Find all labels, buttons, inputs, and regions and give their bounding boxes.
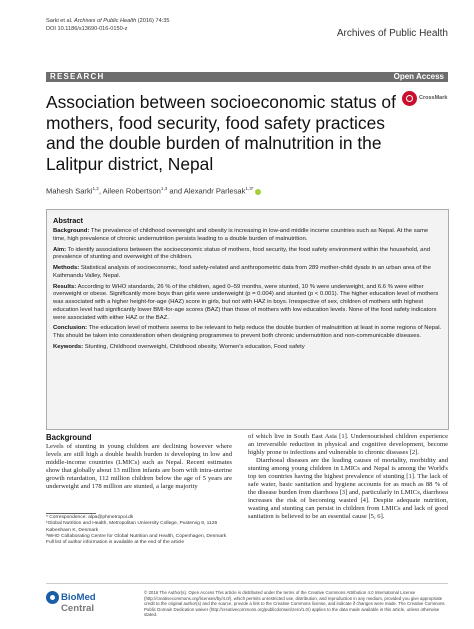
author-name: Alexandr Parlesak [183,186,246,196]
author-separator: and [167,186,184,196]
author-affiliation: 1,3 [160,186,168,191]
body-right-column [248,433,448,521]
citation-line [46,18,169,26]
crossmark-label: CrossMark [419,95,448,101]
affiliation-note: ¹Global Nutrition and Health, Metropolitan University College, Pustervig 8, 1126 København K, Denmark [46,521,218,533]
abstract-heading: Abstract [53,216,83,225]
orcid-icon[interactable] [255,189,261,195]
correspondence-note[interactable]: * Correspondence: alpa@phmetropol.dk [46,515,134,520]
footer-divider [46,583,448,584]
author-name: Mahesh Sarki [46,186,93,196]
running-header [46,18,169,33]
abstract-label: Methods: [53,265,80,272]
abstract-aim [53,247,442,262]
citation-year-volume: (2016) 74:35 [137,18,170,24]
body-left-column [46,433,232,491]
abstract-label: Keywords: [53,344,84,351]
abstract-keywords [53,344,442,352]
publisher-logo[interactable] [46,589,128,614]
abstract-results [53,284,442,323]
abstract-text: According to WHO standards, 26 % of the children, aged 0–59 months, were stunted, 10 % were underweight, and 6.6 % were either overweight or obese. Significantly more boys than girls were underweight (p = 0.004) and stunted (p < 0.001). The higher education level of mothers was associated with a higher height-for-age (HAZ) score in girls, but not with HAZ in boys. Irrespective of sex, children of mothers with highest education level had significantly lower BMI-for-age scores (BAZ) than those of mothers with low education levels. None of the food safety indicators were associated with either HAZ or the BAZ. [53,283,439,321]
open-access-label: Open Access [393,72,444,81]
biomed-central-icon [46,591,59,604]
publisher-name-b: Central [61,603,95,614]
article-type-banner [46,72,448,82]
citation-authors: Sarki et al. [46,18,73,24]
author-name: Aileen Robertson [102,186,161,196]
abstract-text: Stunting, Childhood overweight, Childhood obesity, Women's education, Food safety [84,344,305,351]
abstract-text: The prevalence of childhood overweight and obesity is increasing in low-and middle income countries such as Nepal. At the same time, high prevalence of chronic undernutrition persists leading to a double burden of malnutrition. [53,228,429,242]
author-info-note: Full list of author information is available at the end of the article [46,540,185,546]
author-list [46,186,261,196]
footnote-separator [46,513,96,514]
abstract-text: Statistical analysis of socioeconomic, food safety-related and anthropometric data from 289 mother-child dyads in an urban area of the Kathmandu Valley, Nepal. [53,265,431,279]
abstract-text: To identify associations between the socioeconomic status of mothers, food security, the food safety environment within the household, and prevalence of stunting and overweight of the children. [53,246,430,261]
body-paragraph: of which live in South East Asia [1]. Undernourished children experience an irreversible reduction in physical and cognitive development, become highly prone to infections and vulnerable to chronic diseases [2]. [248,433,448,456]
license-text: © 2016 The Author(s). Open Access This article is distributed under the terms of the Creative Commons Attribution 4.0 International License (http://creativecommons.org/licenses/by/4.0/), which permits unrestricted use, distribution, and reproduction in any medium, provided you give appropriate credit to the original author(s) and the source, provide a link to the Creative Commons license, and indicate if changes were made. The Creative Commons Public Domain Dedication waiver (http://creativecommons.org/publicdomain/zero/1.0/) applies to the data made available in this article, unless otherwise stated. [144,590,445,618]
abstract-text: The education level of mothers seems to be relevant to help reduce the double burden of malnutrition at least in some regions of Nepal. This should be taken into consideration when designing programmes to prevent both chronic undernutrition and non-communicable diseases. [53,325,442,340]
author-affiliation: 1,2 [92,186,99,191]
affiliation-note: ³WHO Collaborating Centre for Global Nutrition and Health, Copenhagen, Denmark [46,533,227,539]
abstract-box [46,209,449,430]
crossmark-icon [402,91,417,106]
article-title: Association between socioeconomic status of mothers, food security, food safety practices and the double burden of malnutrition in the Lalitpur district, Nepal [46,92,396,174]
author-separator: , [98,186,103,196]
abstract-label: Conclusion: [53,325,88,332]
publisher-name [61,592,128,614]
abstract-label: Background: [53,228,90,234]
crossmark-badge[interactable] [402,90,448,108]
abstract-label: Results: [53,283,77,290]
section-label: RESEARCH [50,72,105,81]
abstract-background [53,228,442,243]
body-paragraph: Diarrhoeal diseases are the leading causes of mortality, morbidity and stunting among young children in LMICs and Nepal is among the World's top ten countries having the highest prevalence of stunting [1]. The lack of safe water, basic sanitation and hygiene accounts for as much as 88 % of the disease burden from diarrhoea [3] and, particularly in LMICs, diarrhoea increases the risk of becoming wasted [4]. Despite adequate nutrition, wasting and stunting can persist in children from LMICs and lack of good sanitation is believed to be an essential cause [5, 6]. [248,457,448,520]
doi[interactable]: DOI 10.1186/s13690-016-0150-z [46,25,128,32]
citation-journal: Archives of Public Health [74,18,137,24]
author-affiliation: 1,3* [245,186,254,191]
abstract-label: Aim: [53,246,67,253]
abstract-conclusion [53,325,442,340]
journal-name: Archives of Public Health [336,28,448,39]
footnotes [46,515,232,546]
publisher-name-a: BioMed [61,592,96,603]
background-heading: Background [46,433,92,442]
abstract-methods [53,265,442,280]
body-paragraph: Levels of stunting in young children are declining however where levels are still high a double health burden is developing in low and middle-income countries (LMICs) such as Nepal. Recent estimates show that globally about 13 million infants are born with intra-uterine growth retardation, 112 million children below the age of 5 years are underweight and 178 million are stunted, a large majority [46,443,232,490]
